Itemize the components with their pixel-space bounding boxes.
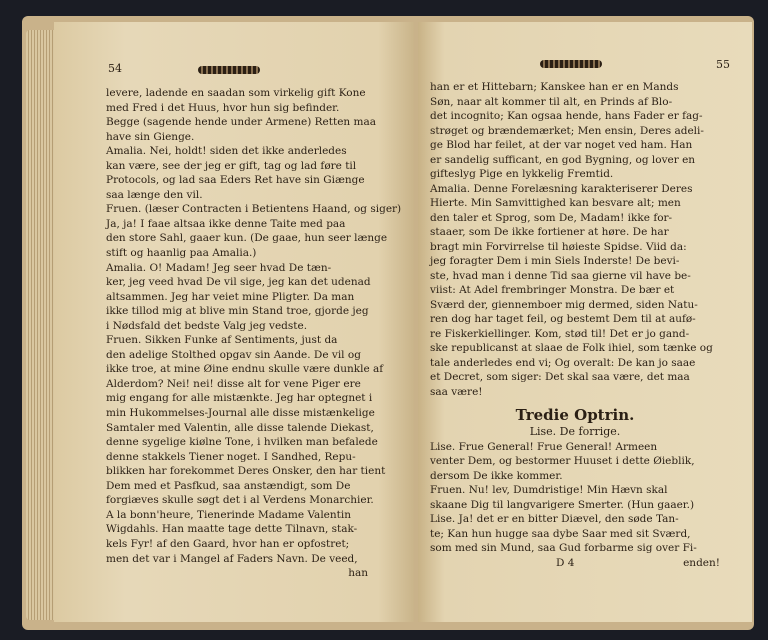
text-line: forgiæves skulle søgt det i al Verdens Monarchier. <box>106 494 374 507</box>
text-line: med Fred i det Huus, hvor hun sig befinder. <box>106 101 340 114</box>
text-line: tale anderledes end vi; Og overalt: De kan jo saae <box>430 356 696 369</box>
right-page-text <box>430 80 720 571</box>
text-line: kels Fyr! af den Gaard, hvor han er opfostret; <box>106 537 350 550</box>
text-line: denne stakkels Tiener noget. I Sandhed, Repu- <box>106 450 356 463</box>
text-line: enden! <box>683 556 720 569</box>
text-line: Ja, ja! I faae altsaa ikke denne Taite med paa <box>106 217 346 230</box>
signature-mark: D 4 <box>556 557 575 569</box>
text-line: den taler et Sprog, som De, Madam! ikke for- <box>430 211 673 224</box>
text-line: te; Kan hun hugge saa dybe Saar med sit Sværd, <box>430 527 691 540</box>
text-line: skaane Dig til langvarigere Smerter. (Hun gaaer.) <box>430 498 695 511</box>
text-line: Amalia. O! Madam! Jeg seer hvad De tæn- <box>106 261 332 274</box>
text-line: Samtaler med Valentin, alle disse talende Diekast, <box>106 421 374 434</box>
text-line: Fruen. Nu! lev, Dumdristige! Min Hævn skal <box>430 484 668 496</box>
text-line: ske republicanst at slaae de Folk ihiel, som tænke og <box>430 342 713 354</box>
text-line: som med sin Mund, saa Gud forbarme sig over Fi- <box>430 542 697 554</box>
text-line: blikken har forekommet Deres Onsker, den har tient <box>106 465 386 478</box>
text-line: er sandelig sufficant, en god Bygning, og lover en <box>430 153 696 166</box>
scene-heading: Tredie Optrin. <box>515 406 635 424</box>
text-line: ikke tillod mig at blive min Stand troe, gjorde jeg <box>106 305 369 318</box>
text-line: staaer, som De ikke fortiener at høre. De har <box>430 226 669 238</box>
text-line: et Decret, som siger: Det skal saa være, det maa <box>430 371 690 383</box>
text-line: Alderdom? Nei! nei! disse alt for vene Piger ere <box>106 377 361 390</box>
text-line: Hierte. Min Samvittighed kan besvare alt; men <box>430 197 681 209</box>
text-line: jeg foragter Dem i min Siels Inderste! De bevi- <box>430 255 680 267</box>
text-line: A la bonn'heure, Tienerinde Madame Valentin <box>106 508 351 521</box>
text-line: Lise. Frue General! Frue General! Armeen <box>430 440 658 453</box>
text-line: denne sygelige kiølne Tone, i hvilken man befalede <box>106 436 378 449</box>
text-line: gifteslyg Pige en lykkelig Fremtid. <box>430 168 614 180</box>
text-line: Wigdahls. Han maatte tage dette Tilnavn, stak- <box>106 523 358 536</box>
text-line: Søn, naar alt kommer til alt, en Prinds af Blo- <box>430 95 673 108</box>
text-line: Fruen. (læser Contracten i Betientens Haand, og siger) <box>106 203 402 216</box>
text-line: Amalia. Denne Forelæsning karakteriserer Deres <box>430 182 693 195</box>
text-line: viist: At Adel frembringer Monstra. De bær et <box>430 284 675 296</box>
text-line: Lise. Ja! det er en bitter Diævel, den søde Tan- <box>430 513 679 525</box>
text-line: Fruen. Sikken Funke af Sentiments, just da <box>106 334 338 347</box>
text-line: ste, hvad man i denne Tid saa gierne vil have be- <box>430 269 691 282</box>
text-line: venter Dem, og bestormer Huuset i dette Øieblik, <box>430 455 695 467</box>
text-line: saa være! <box>430 385 483 398</box>
text-line: den adelige Stolthed opgav sin Aande. De vil og <box>106 348 361 361</box>
text-line: den store Sahl, gaaer kun. (De gaae, hun seer længe <box>106 232 388 245</box>
text-line: men det var i Mangel af Faders Navn. De veed, <box>106 552 358 565</box>
text-line: ker, jeg veed hvad De vil sige, jeg kan det udenad <box>106 276 371 289</box>
right-header-ornament <box>540 60 602 68</box>
scene-characters: Lise. De forrige. <box>529 425 621 438</box>
left-header-ornament <box>198 66 260 74</box>
text-line: det incognito; Kan ogsaa hende, hans Fader er fag- <box>430 110 703 122</box>
text-line: kan være, see der jeg er gift, tag og lad føre til <box>106 159 357 172</box>
text-line: min Hukommelses-Journal alle disse mistænkelige <box>106 407 375 420</box>
text-line: levere, ladende en saadan som virkelig gift Kone <box>106 87 366 99</box>
left-page-text <box>106 86 402 581</box>
text-line: bragt min Forvirrelse til høieste Spidse. Viid da: <box>430 240 687 253</box>
text-line: han <box>348 567 368 580</box>
text-line: ren dog har taget feil, og bestemt Dem til at aufø- <box>430 313 696 325</box>
text-line: Begge (sagende hende under Armene) Retten maa <box>106 116 377 129</box>
text-line: Protocols, og lad saa Eders Ret have sin Giænge <box>106 174 365 187</box>
text-line: strøget og brændemærket; Men ensin, Deres adeli- <box>430 124 704 137</box>
text-line: ikke troe, at mine Øine endnu skulle være dunkle af <box>106 363 384 376</box>
text-line: Sværd der, giennemboer mig dermed, siden Natu- <box>430 298 698 311</box>
left-page-number: 54 <box>108 62 122 75</box>
text-line: ge Blod har feilet, at der var noget ved ham. Han <box>430 139 693 151</box>
text-line: altsammen. Jeg har veiet mine Pligter. Da man <box>106 290 355 303</box>
text-line: han er et Hittebarn; Kanskee han er en Mands <box>430 81 679 93</box>
right-page-number: 55 <box>716 58 730 71</box>
text-line: stift og haanlig paa Amalia.) <box>106 247 257 260</box>
text-line: have sin Gienge. <box>106 130 195 143</box>
text-line: Amalia. Nei, holdt! siden det ikke anderledes <box>106 145 347 158</box>
text-line: saa længe den vil. <box>106 188 203 201</box>
text-line: re Fiskerkiellinger. Kom, stød til! Det er jo gand- <box>430 327 690 340</box>
text-line: mig engang for alle mistænkte. Jeg har optegnet i <box>106 392 373 405</box>
text-line: dersom De ikke kommer. <box>430 469 563 482</box>
text-line: i Nødsfald det bedste Valg jeg vedste. <box>106 319 308 332</box>
text-line: Dem med et Pasfkud, saa anstændigt, som De <box>106 479 351 492</box>
